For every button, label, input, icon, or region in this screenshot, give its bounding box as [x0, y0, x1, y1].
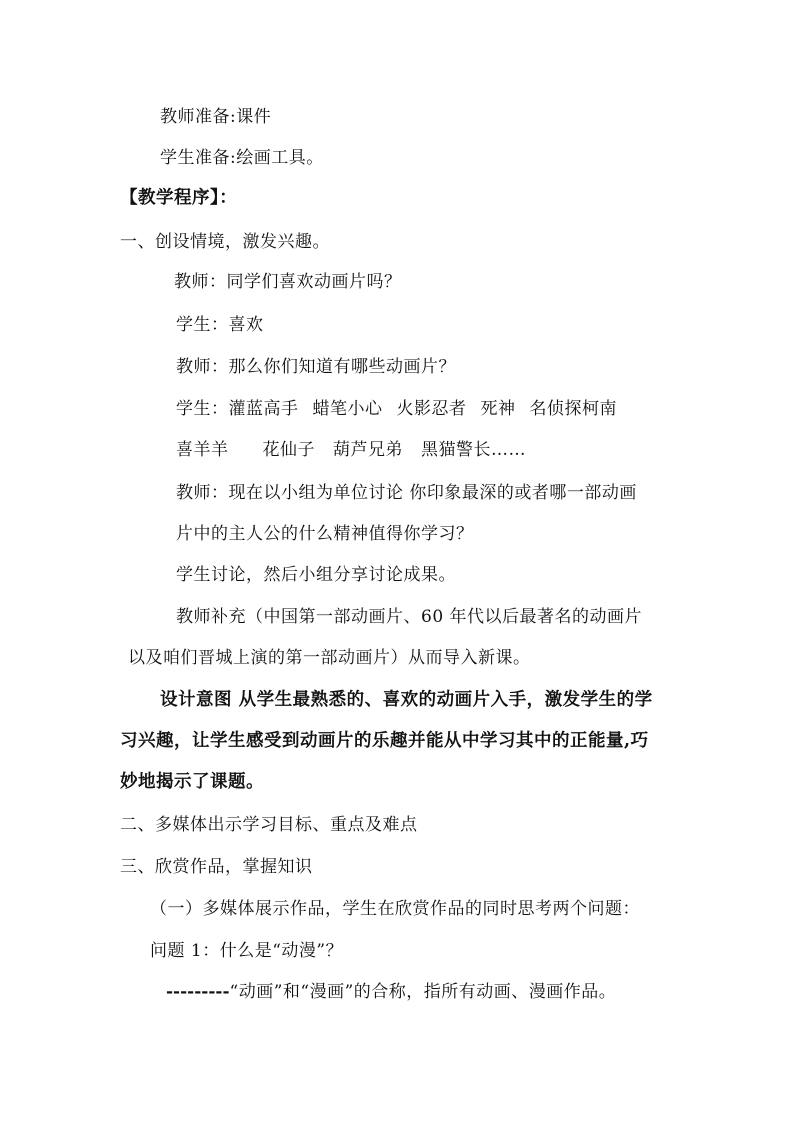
student-preparation: 学生准备:绘画工具。 [160, 148, 324, 168]
cartoon-item: 死神 [480, 399, 516, 419]
teacher-question-2: 教师：那么你们知道有哪些动画片？ [176, 357, 456, 377]
cartoon-item: 灌蓝高手 [228, 399, 299, 419]
student-answer-2 [176, 397, 617, 421]
cartoon-item: 葫芦兄弟 [333, 440, 403, 460]
design-intent-line-1: 设计意图 从学生最熟悉的、喜欢的动画片入手，激发学生的学 [160, 690, 653, 710]
procedure-heading: 【教学程序】： [120, 188, 238, 208]
answer-dash-leader: --------- [166, 982, 230, 1002]
answer-1-text: “动画”和“漫画”的合称，指所有动画、漫画作品。 [229, 982, 617, 1002]
student-answer-2-prefix: 学生： [176, 399, 229, 419]
cartoon-item: 花仙子 [262, 440, 315, 460]
section-2-heading: 二、多媒体出示学习目标、重点及难点 [120, 815, 418, 835]
student-discussion: 学生讨论，然后小组分享讨论成果。 [176, 565, 456, 585]
cartoon-item: 名侦探柯南 [529, 399, 617, 419]
design-intent-line-2: 习兴趣，让学生感受到动画片的乐趣并能从中学习其中的正能量,巧 [120, 731, 649, 751]
teacher-question-1: 教师：同学们喜欢动画片吗？ [174, 272, 402, 292]
cartoon-item: 喜羊羊 [176, 440, 229, 460]
cartoon-item: 火影忍者 [396, 399, 467, 419]
section-1-heading: 一、创设情境，激发兴趣。 [120, 232, 330, 252]
design-intent-line-3: 妙地揭示了课题。 [120, 772, 264, 792]
student-answer-2-continued [176, 438, 526, 462]
teacher-supplement-line-2: 以及咱们晋城上演的第一部动画片）从而导入新课。 [128, 648, 531, 668]
student-answer-1: 学生：喜欢 [176, 315, 264, 335]
teacher-preparation: 教师准备:课件 [160, 107, 272, 127]
section-3-heading: 三、欣赏作品，掌握知识 [120, 857, 313, 877]
cartoon-item: 黑猫警长…… [421, 440, 526, 460]
question-1: 问题 1：什么是“动漫”？ [150, 941, 344, 961]
answer-1 [166, 980, 616, 1004]
cartoon-item: 蜡笔小心 [312, 399, 383, 419]
teacher-supplement-line-1: 教师补充（中国第一部动画片、60 年代以后最著名的动画片 [176, 607, 643, 627]
subsection-1: （一）多媒体展示作品，学生在欣赏作品的同时思考两个问题： [150, 899, 640, 919]
teacher-instruction-3-line-2: 片中的主人公的什么精神值得你学习？ [176, 524, 474, 544]
teacher-instruction-3-line-1: 教师：现在以小组为单位讨论 你印象最深的或者哪一部动画 [176, 483, 637, 503]
